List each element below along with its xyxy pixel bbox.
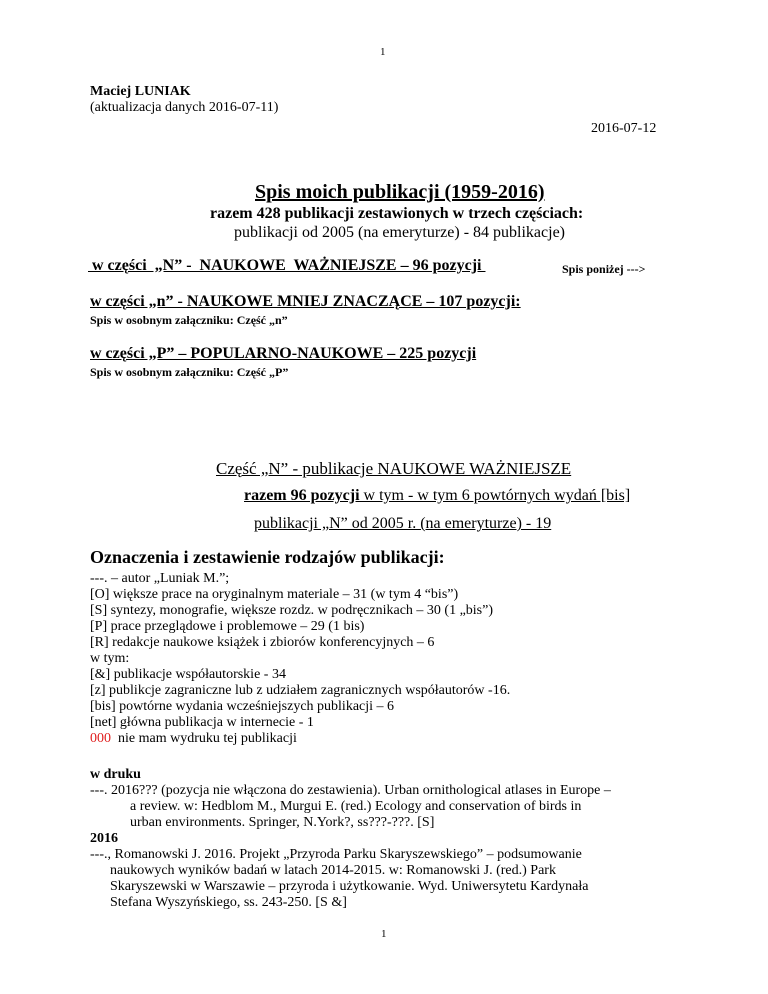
section-heading-n-minor: w części „n” - NAUKOWE MNIEJ ZNACZĄCE – 107 pozycji: (90, 293, 521, 310)
entry-2016 (90, 847, 588, 911)
part-total-bold: razem 96 pozycji (244, 487, 360, 504)
legend-item: [P] prace przeglądowe i problemowe – 29 (1 bis) (90, 619, 365, 634)
section-heading-p: w części „P” – POPULARNO-NAUKOWE – 225 pozycji (90, 345, 477, 362)
entry-line: Stefana Wyszyńskiego, ss. 243-250. [S &] (110, 895, 347, 910)
in-print-entry (90, 783, 611, 831)
legend-item: [R] redakcje naukowe książek i zbiorów konferencyjnych – 6 (90, 635, 435, 650)
part-total-rest: w tym - w tym 6 powtórnych wydań [bis] (359, 487, 631, 504)
section-heading-n-major: w części „N” - NAUKOWE WAŻNIEJSZE – 96 pozycji (88, 257, 486, 274)
no-print-code: 000 (90, 731, 111, 746)
part-total (244, 487, 630, 505)
document-date: 2016-07-12 (591, 121, 657, 136)
legend-item: [S] syntezy, monografie, większe rozdz. w podręcznikach – 30 (1 „bis”) (90, 603, 493, 618)
legend-item-no-print (90, 731, 510, 747)
in-print-heading: w druku (90, 767, 141, 782)
legend-item: [z] publikcje zagraniczne lub z udziałem zagranicznych współautorów -16. (90, 683, 511, 698)
section-side-note: Spis poniżej ---> (562, 262, 646, 276)
legend-item: [&] publikacje współautorskie - 34 (90, 667, 286, 682)
subtitle-retired: publikacji od 2005 (na emeryturze) - 84 publikacje) (234, 224, 565, 241)
subtitle-total: razem 428 publikacji zestawionych w trzech częściach: (210, 205, 584, 222)
part-title: Część „N” - publikacje NAUKOWE WAŻNIEJSZE (216, 459, 572, 478)
part-retired-count: publikacji „N” od 2005 r. (na emeryturze) - 19 (254, 515, 552, 532)
entry-line: a review. w: Hedblom M., Murgui E. (red.) Ecology and conservation of birds in (130, 799, 582, 814)
legend-item: w tym: (90, 651, 130, 666)
page-number-bottom: 1 (381, 928, 387, 940)
legend-heading: Oznaczenia i zestawienie rodzajów publikacji: (90, 547, 445, 567)
legend-list (90, 571, 510, 747)
entry-line: naukowych wyników badań w latach 2014-2015. w: Romanowski J. (red.) Park (110, 863, 556, 878)
entry-line: Skaryszewski w Warszawie – przyroda i użytkowanie. Wyd. Uniwersytetu Kardynała (110, 879, 589, 894)
document-title: Spis moich publikacji (1959-2016) (255, 181, 545, 203)
legend-item: ---. – autor „Luniak M.”; (90, 571, 230, 586)
entry-line: ---. 2016??? (pozycja nie włączona do zestawienia). Urban ornithological atlases in Europe – (90, 783, 611, 798)
update-note: (aktualizacja danych 2016-07-11) (90, 100, 279, 115)
page-number-top: 1 (380, 46, 386, 58)
author-name: Maciej LUNIAK (90, 84, 191, 99)
legend-item: [bis] powtórne wydania wcześniejszych publikacji – 6 (90, 699, 395, 714)
section-note-p: Spis w osobnym załączniku: Część „P” (90, 365, 289, 379)
legend-item: [O] większe prace na oryginalnym materiale – 31 (w tym 4 “bis”) (90, 587, 459, 602)
no-print-text: nie mam wydruku tej publikacji (111, 731, 297, 746)
section-note-n-minor: Spis w osobnym załączniku: Część „n” (90, 313, 288, 327)
entry-line: urban environments. Springer, N.York?, ss???-???. [S] (130, 815, 435, 830)
legend-item: [net] główna publikacja w internecie - 1 (90, 715, 314, 730)
year-heading-2016: 2016 (90, 831, 118, 846)
entry-line: ---., Romanowski J. 2016. Projekt „Przyroda Parku Skaryszewskiego” – podsumowanie (90, 847, 582, 862)
